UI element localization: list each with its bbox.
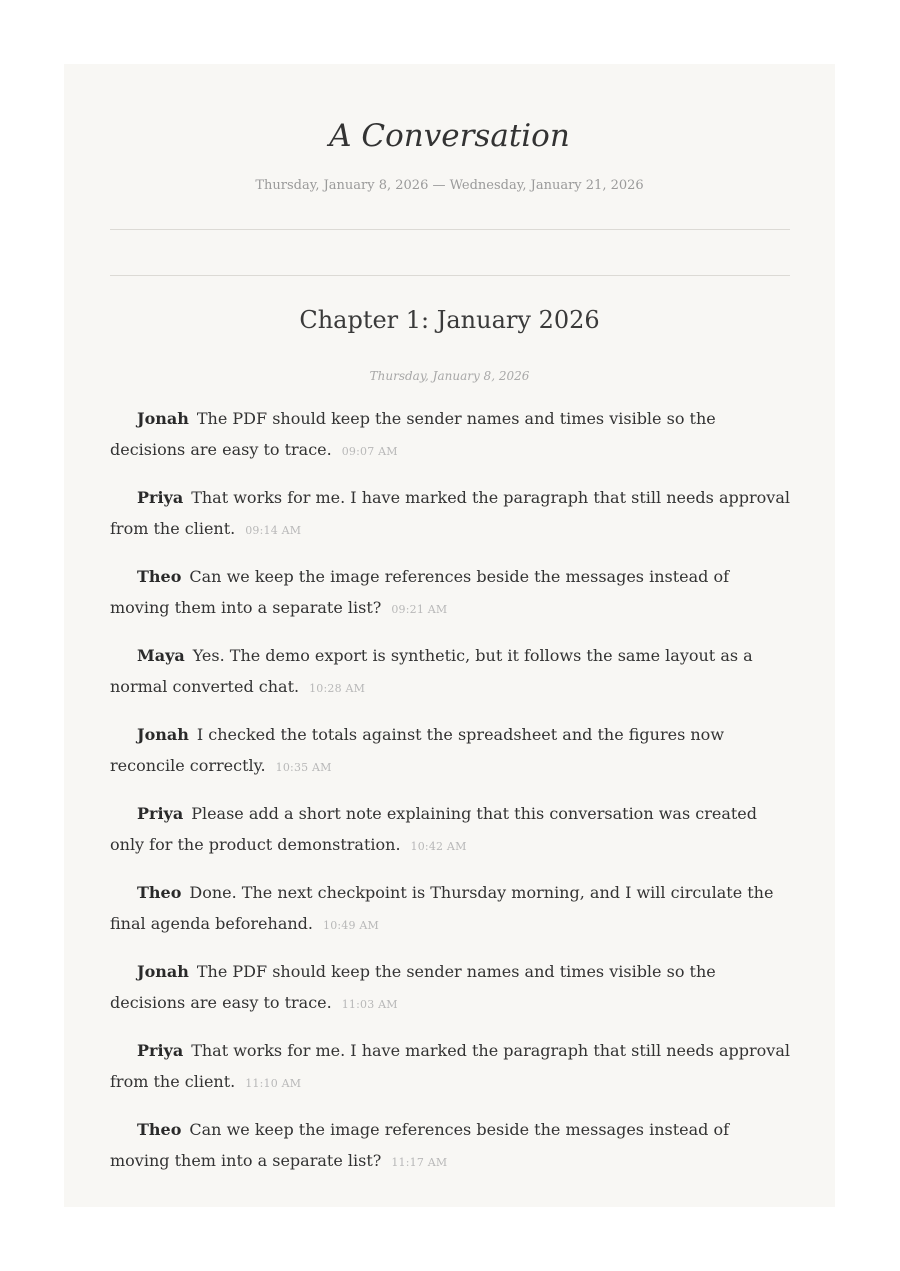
message-time: 11:03 AM [341,998,398,1011]
message-text: The PDF should keep the sender names and times visible so the decisions are easy to trace. [110,409,716,459]
message-item [110,1035,790,1099]
message-text: Done. The next checkpoint is Thursday morning, and I will circulate the final agenda beforehand. [110,883,774,933]
message-time: 10:49 AM [323,919,380,932]
message-sender: Maya [137,646,185,665]
message-text: Can we keep the image references beside the messages instead of moving them into a separate list? [110,1120,730,1170]
divider-chapter [110,275,790,276]
message-item [110,561,790,625]
message-item [110,482,790,546]
message-text: I checked the totals against the spreadsheet and the figures now reconcile correctly. [110,725,725,775]
message-sender: Jonah [137,962,189,981]
message-text: That works for me. I have marked the paragraph that still needs approval from the client. [110,488,790,538]
message-list [110,403,790,1193]
message-item [110,956,790,1020]
message-sender: Jonah [137,409,189,428]
message-text: Yes. The demo export is synthetic, but it follows the same layout as a normal converted chat. [110,646,753,696]
message-time: 11:17 AM [391,1156,448,1169]
date-range: Thursday, January 8, 2026 — Wednesday, January 21, 2026 [255,178,644,193]
message-sender: Priya [137,804,184,823]
message-sender: Priya [137,1041,184,1060]
divider-top [110,229,790,230]
message-sender: Theo [137,883,182,902]
message-time: 11:10 AM [245,1077,302,1090]
message-text: That works for me. I have marked the paragraph that still needs approval from the client. [110,1041,790,1091]
message-time: 10:42 AM [410,840,467,853]
message-text: Please add a short note explaining that this conversation was created only for the product demonstration. [110,804,757,854]
message-time: 09:14 AM [245,524,302,537]
message-item [110,1114,790,1178]
message-item [110,877,790,941]
message-time: 09:21 AM [391,603,448,616]
document-title: A Conversation [329,118,570,154]
message-item [110,719,790,783]
document-page [64,64,835,1207]
message-item [110,640,790,704]
message-sender: Priya [137,488,184,507]
message-text: The PDF should keep the sender names and times visible so the decisions are easy to trace. [110,962,716,1012]
message-sender: Theo [137,1120,182,1139]
message-sender: Theo [137,567,182,586]
message-time: 10:35 AM [275,761,332,774]
message-item [110,798,790,862]
message-text: Can we keep the image references beside the messages instead of moving them into a separate list? [110,567,730,617]
message-item [110,403,790,467]
message-sender: Jonah [137,725,189,744]
chapter-title: Chapter 1: January 2026 [299,306,600,334]
message-time: 09:07 AM [341,445,398,458]
message-time: 10:28 AM [309,682,366,695]
day-label: Thursday, January 8, 2026 [369,369,530,383]
